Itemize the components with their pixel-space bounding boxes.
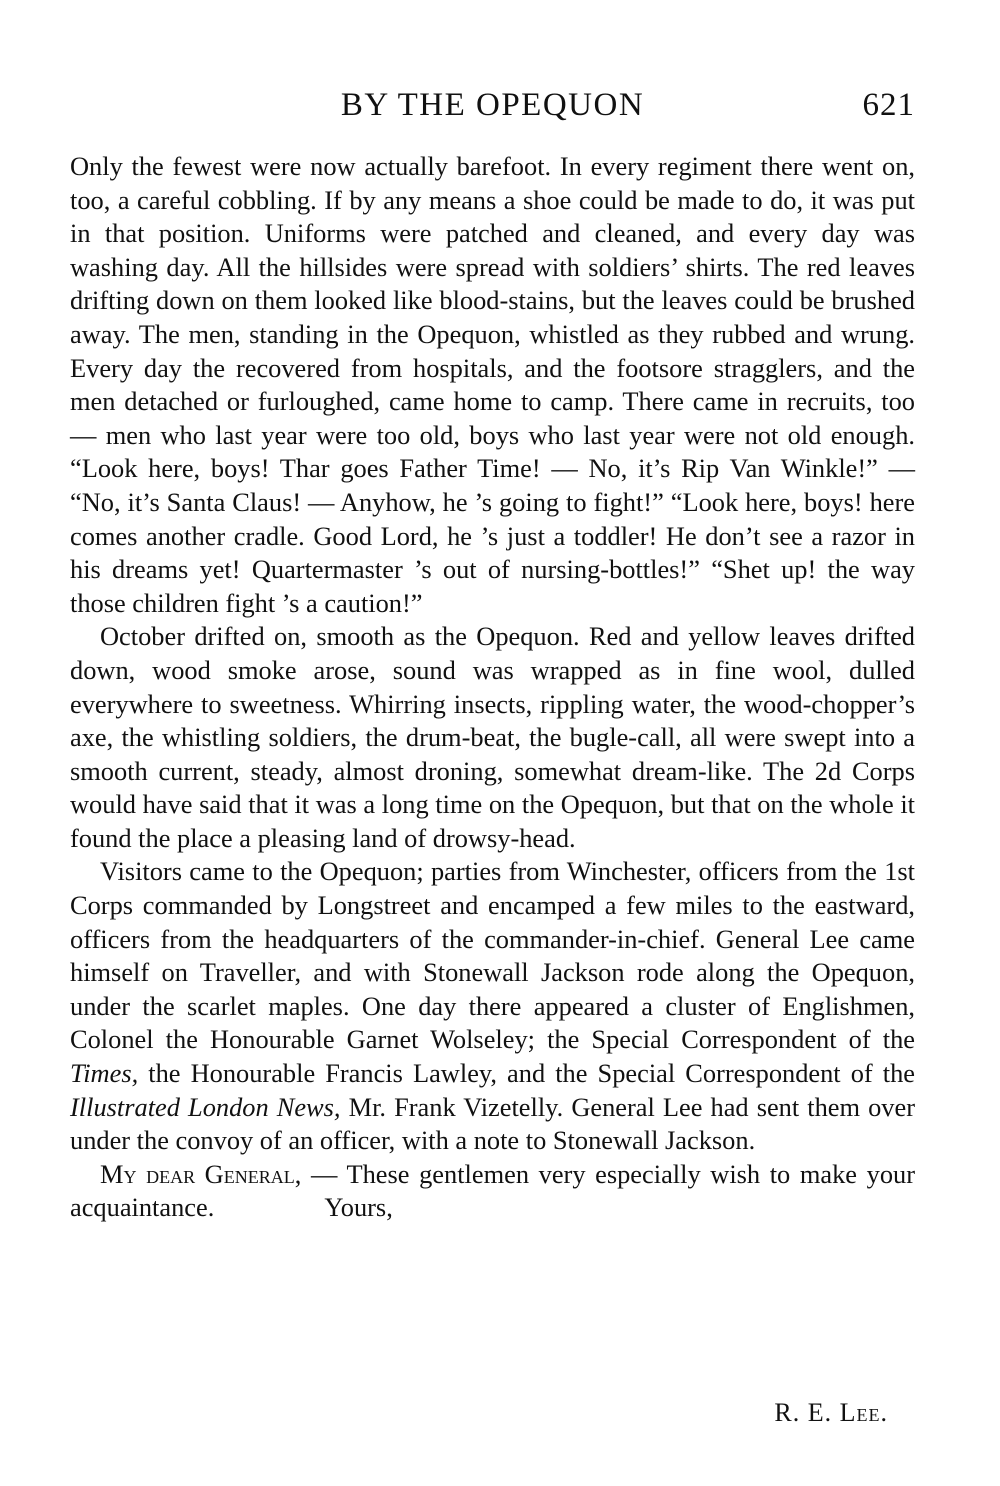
paragraph-3-part-c: Mr. Frank Vizetelly. General Lee had sent them over under the convoy of an officer, with a note to Stonewall Jackson. (70, 1091, 916, 1156)
letter-text (70, 1158, 915, 1225)
times-title: Times, (70, 1058, 139, 1089)
illustrated-london-news-title: Illustrated London News, (70, 1091, 341, 1122)
page-number: 621 (862, 87, 915, 123)
paragraph-1: Only the fewest were now actually barefoot. In every regiment there went on, too, a careful cobbling. If by any means a shoe could be made to do, it was put in that position. Uniforms were patched and cleaned, and every day was washing day. All the hillsides were spread with soldiers’ shirts. The red leaves drifting down on them looked like blood-stains, but the leaves could be brushed away. The men, standing in the Opequon, whistled as they rubbed and wrung. Every day the recovered from hospitals, and the footsore stragglers, and the men detached or furloughed, came home to camp. There came in recruits, too — men who last year were too old, boys who last year were not old enough. “Look here, boys! Thar goes Father Time! — No, it’s Rip Van Winkle!” — “No, it’s Santa Claus! — Anyhow, he ’s going to fight!” “Look here, boys! here comes another cradle. Good Lord, he ’s just a toddler! He don’t see a razor in his dreams yet! Quartermaster ’s out of nursing-bottles!” “Shet up! the way those children fight ’s a caution!” (70, 151, 915, 618)
body-text (70, 150, 915, 1225)
paragraph-3 (70, 855, 915, 1157)
running-title: BY THE OPEQUON (340, 87, 645, 123)
paragraph-3-part-a: Visitors came to the Opequon; parties from Winchester, officers from the 1st Corps commanded by Longstreet and encamped a few miles to the eastward, officers from the headquarters of the commander-in-chief. General Lee came himself on Traveller, and with Stonewall Jackson rode along the Opequon, under the scarlet maples. One day there appeared a cluster of Englishmen, Colonel the Honourable Garnet Wolseley; the Special Correspondent of the (70, 856, 915, 1055)
paragraph-2: October drifted on, smooth as the Opequon. Red and yellow leaves drifted down, wood smoke arose, sound was wrapped as in fine wool, dulled everywhere to sweetness. Whirring insects, rippling water, the wood-chopper’s axe, the whistling soldiers, the drum-beat, the bugle-call, all were swept into a smooth current, steady, almost droning, somewhat dream-like. The 2d Corps would have said that it was a long time on the Opequon, but that on the whole it found the place a pleasing land of drowsy-head. (70, 621, 915, 853)
letter-closing: Yours, (324, 1192, 393, 1223)
page-header (70, 82, 915, 128)
paragraph-3-part-b: the Honourable Francis Lawley, and the Special Correspondent of the (138, 1058, 915, 1089)
letter-signature: R. E. Lee. (774, 1398, 888, 1427)
letter-salutation: My dear General, (100, 1158, 302, 1189)
letter-body: — These gentlemen very especially wish to make your acquaintance. (70, 1158, 915, 1223)
